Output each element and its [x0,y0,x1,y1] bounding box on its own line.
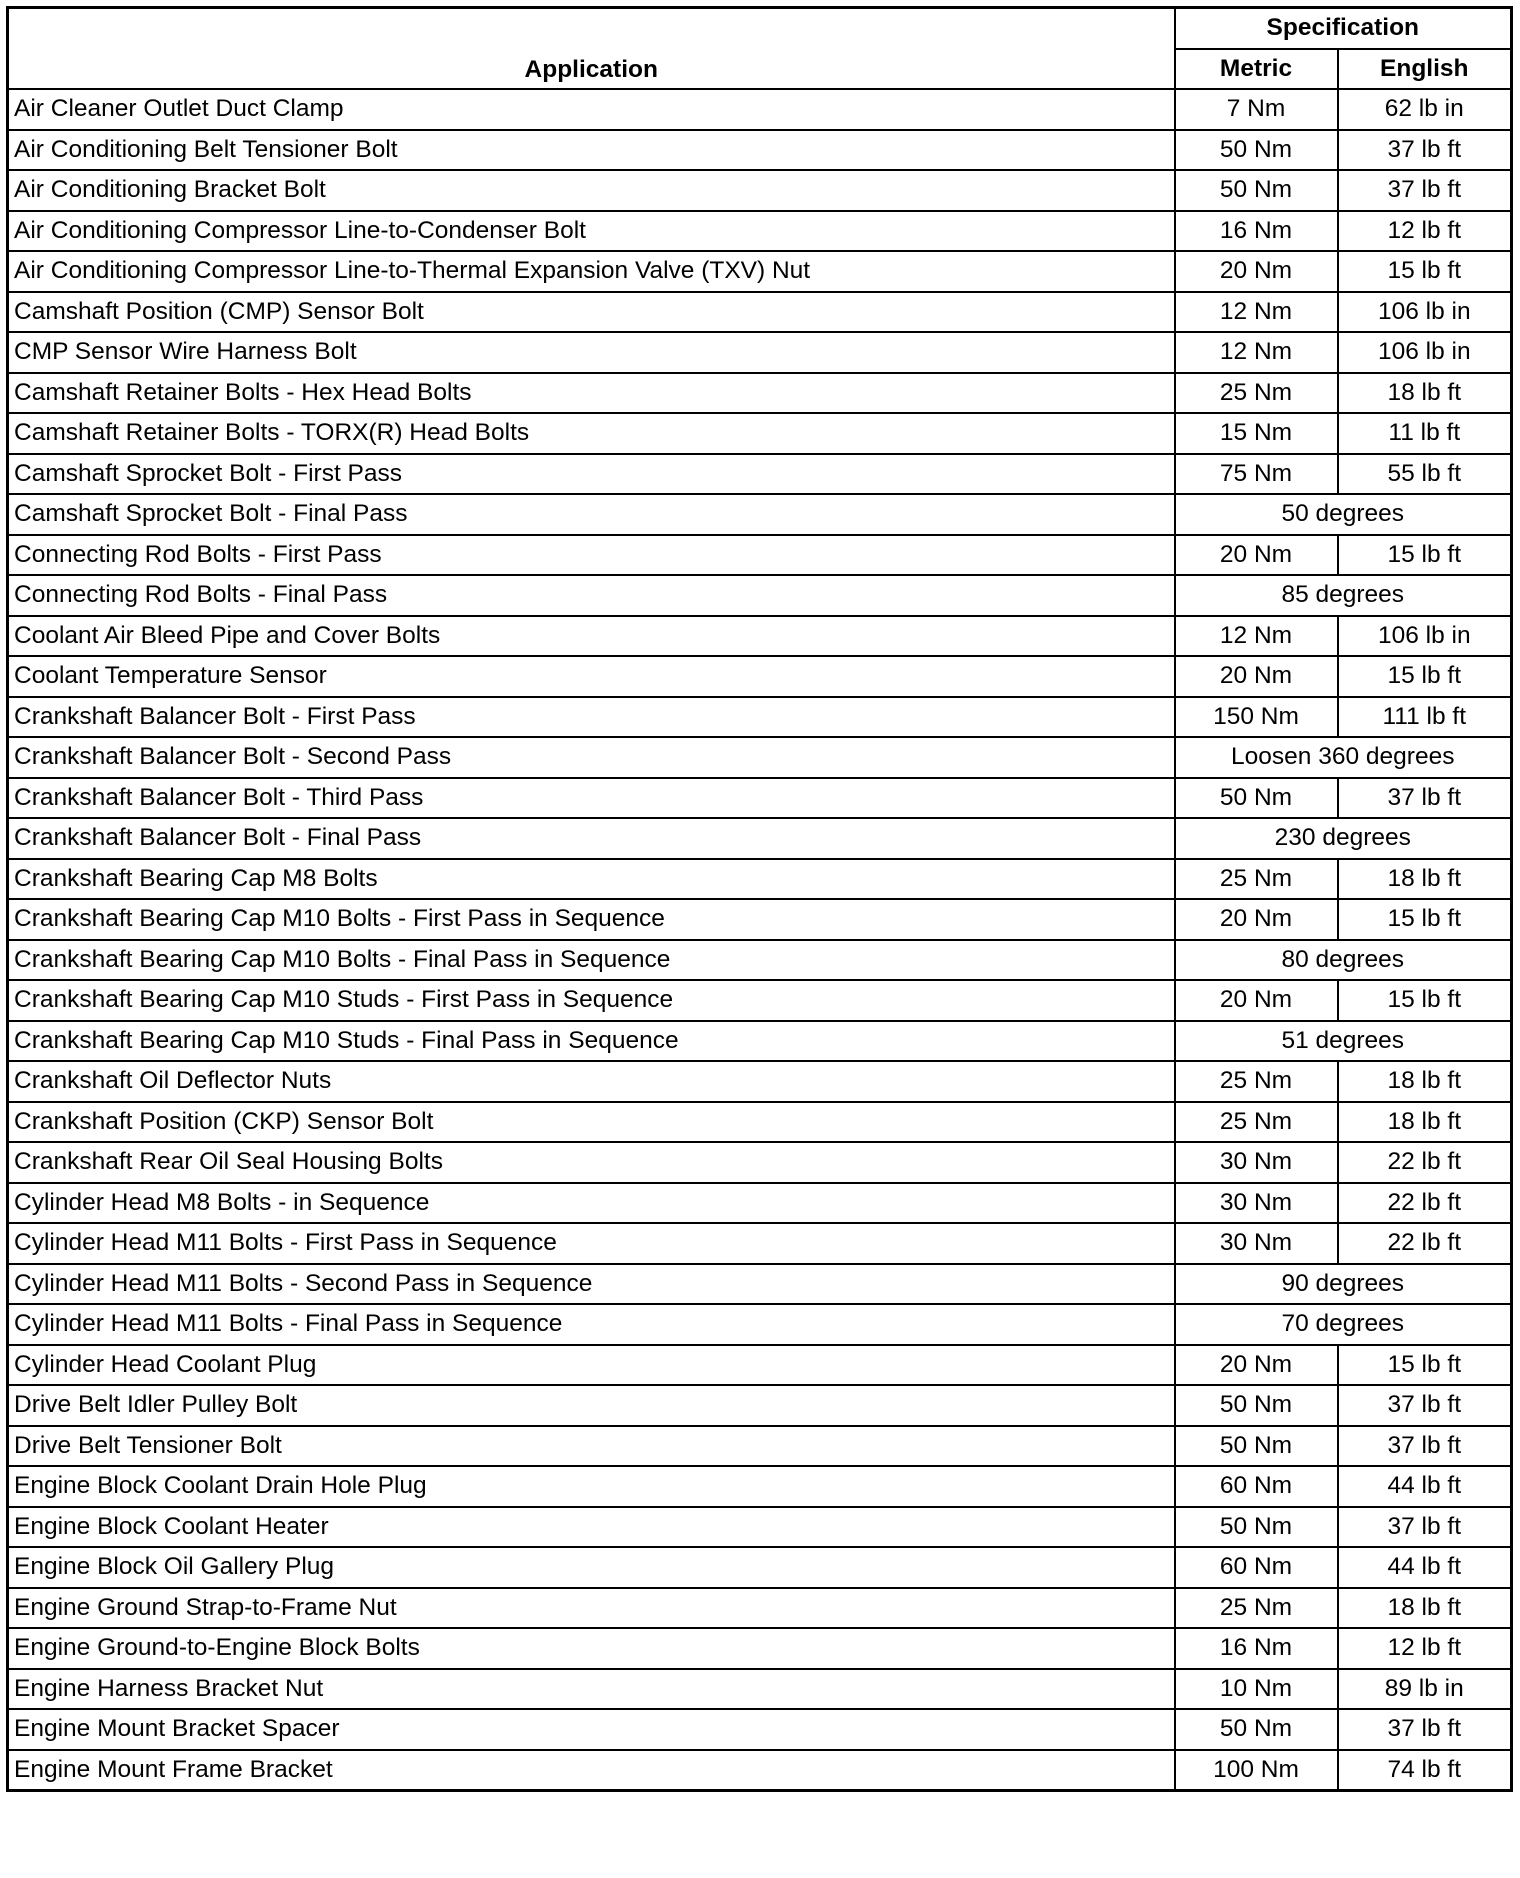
table-row [8,130,1512,171]
application-cell: Crankshaft Balancer Bolt - Final Pass [8,818,1175,859]
metric-cell: 25 Nm [1175,859,1338,900]
english-cell: 18 lb ft [1338,1061,1512,1102]
application-cell: Camshaft Sprocket Bolt - Final Pass [8,494,1175,535]
header-english: English [1338,49,1512,90]
metric-cell: 20 Nm [1175,980,1338,1021]
table-row [8,332,1512,373]
application-cell: Connecting Rod Bolts - First Pass [8,535,1175,576]
application-cell: Crankshaft Bearing Cap M8 Bolts [8,859,1175,900]
metric-cell: 150 Nm [1175,697,1338,738]
english-cell: 74 lb ft [1338,1750,1512,1791]
metric-cell: 50 Nm [1175,130,1338,171]
application-cell: Crankshaft Bearing Cap M10 Studs - Final Pass in Sequence [8,1021,1175,1062]
application-cell: Drive Belt Idler Pulley Bolt [8,1385,1175,1426]
application-cell: Crankshaft Rear Oil Seal Housing Bolts [8,1142,1175,1183]
metric-cell: 20 Nm [1175,656,1338,697]
table-row [8,1264,1512,1305]
english-cell: 37 lb ft [1338,130,1512,171]
english-cell: 22 lb ft [1338,1142,1512,1183]
table-row [8,1102,1512,1143]
english-cell: 62 lb in [1338,89,1512,130]
application-cell: Cylinder Head M8 Bolts - in Sequence [8,1183,1175,1224]
english-cell: 15 lb ft [1338,980,1512,1021]
table-row [8,1466,1512,1507]
metric-cell: 50 Nm [1175,778,1338,819]
specification-combined-cell: 80 degrees [1175,940,1512,981]
application-cell: Drive Belt Tensioner Bolt [8,1426,1175,1467]
application-cell: Engine Ground-to-Engine Block Bolts [8,1628,1175,1669]
table-row [8,535,1512,576]
application-cell: Coolant Temperature Sensor [8,656,1175,697]
english-cell: 111 lb ft [1338,697,1512,738]
table-row [8,292,1512,333]
application-cell: Engine Block Oil Gallery Plug [8,1547,1175,1588]
table-header [8,8,1512,90]
application-cell: Crankshaft Bearing Cap M10 Studs - First Pass in Sequence [8,980,1175,1021]
metric-cell: 50 Nm [1175,1709,1338,1750]
metric-cell: 16 Nm [1175,1628,1338,1669]
table-row [8,1669,1512,1710]
header-specification: Specification [1175,8,1512,49]
table-row [8,454,1512,495]
table-row [8,899,1512,940]
header-application: Application [8,8,1175,90]
metric-cell: 12 Nm [1175,332,1338,373]
english-cell: 44 lb ft [1338,1466,1512,1507]
table-row [8,1750,1512,1791]
application-cell: Air Conditioning Compressor Line-to-Condenser Bolt [8,211,1175,252]
english-cell: 37 lb ft [1338,1507,1512,1548]
application-cell: Crankshaft Oil Deflector Nuts [8,1061,1175,1102]
metric-cell: 30 Nm [1175,1142,1338,1183]
table-row [8,575,1512,616]
application-cell: Air Conditioning Compressor Line-to-Thermal Expansion Valve (TXV) Nut [8,251,1175,292]
application-cell: Crankshaft Bearing Cap M10 Bolts - First Pass in Sequence [8,899,1175,940]
table-row [8,413,1512,454]
specification-combined-cell: 50 degrees [1175,494,1512,535]
specification-combined-cell: 90 degrees [1175,1264,1512,1305]
english-cell: 18 lb ft [1338,1102,1512,1143]
table-row [8,697,1512,738]
metric-cell: 20 Nm [1175,899,1338,940]
application-cell: Crankshaft Balancer Bolt - Third Pass [8,778,1175,819]
english-cell: 18 lb ft [1338,859,1512,900]
application-cell: Camshaft Retainer Bolts - Hex Head Bolts [8,373,1175,414]
application-cell: Crankshaft Balancer Bolt - Second Pass [8,737,1175,778]
table-row [8,616,1512,657]
application-cell: Crankshaft Balancer Bolt - First Pass [8,697,1175,738]
metric-cell: 10 Nm [1175,1669,1338,1710]
table-row [8,1304,1512,1345]
metric-cell: 50 Nm [1175,1426,1338,1467]
table-row [8,1385,1512,1426]
table-row [8,1507,1512,1548]
application-cell: Engine Block Coolant Drain Hole Plug [8,1466,1175,1507]
english-cell: 22 lb ft [1338,1223,1512,1264]
application-cell: Engine Block Coolant Heater [8,1507,1175,1548]
english-cell: 18 lb ft [1338,373,1512,414]
english-cell: 37 lb ft [1338,1426,1512,1467]
application-cell: CMP Sensor Wire Harness Bolt [8,332,1175,373]
table-row [8,859,1512,900]
table-row [8,251,1512,292]
table-row [8,1426,1512,1467]
table-row [8,1345,1512,1386]
metric-cell: 25 Nm [1175,1061,1338,1102]
application-cell: Camshaft Retainer Bolts - TORX(R) Head Bolts [8,413,1175,454]
spec-table-container [6,6,1513,1792]
english-cell: 15 lb ft [1338,656,1512,697]
table-row [8,1588,1512,1629]
table-row [8,1142,1512,1183]
metric-cell: 30 Nm [1175,1183,1338,1224]
metric-cell: 20 Nm [1175,251,1338,292]
application-cell: Coolant Air Bleed Pipe and Cover Bolts [8,616,1175,657]
application-cell: Crankshaft Bearing Cap M10 Bolts - Final Pass in Sequence [8,940,1175,981]
english-cell: 106 lb in [1338,616,1512,657]
metric-cell: 7 Nm [1175,89,1338,130]
english-cell: 106 lb in [1338,332,1512,373]
table-row [8,1547,1512,1588]
table-row [8,211,1512,252]
english-cell: 15 lb ft [1338,535,1512,576]
table-row [8,1709,1512,1750]
table-row [8,89,1512,130]
metric-cell: 12 Nm [1175,292,1338,333]
application-cell: Connecting Rod Bolts - Final Pass [8,575,1175,616]
english-cell: 12 lb ft [1338,1628,1512,1669]
table-row [8,1628,1512,1669]
specification-combined-cell: 51 degrees [1175,1021,1512,1062]
english-cell: 106 lb in [1338,292,1512,333]
metric-cell: 16 Nm [1175,211,1338,252]
english-cell: 37 lb ft [1338,1385,1512,1426]
english-cell: 37 lb ft [1338,778,1512,819]
metric-cell: 60 Nm [1175,1466,1338,1507]
metric-cell: 12 Nm [1175,616,1338,657]
english-cell: 37 lb ft [1338,1709,1512,1750]
table-row [8,980,1512,1021]
specification-combined-cell: 230 degrees [1175,818,1512,859]
metric-cell: 25 Nm [1175,1102,1338,1143]
table-row [8,1183,1512,1224]
application-cell: Cylinder Head M11 Bolts - First Pass in Sequence [8,1223,1175,1264]
table-row [8,940,1512,981]
english-cell: 15 lb ft [1338,899,1512,940]
application-cell: Camshaft Sprocket Bolt - First Pass [8,454,1175,495]
application-cell: Cylinder Head M11 Bolts - Second Pass in Sequence [8,1264,1175,1305]
table-row [8,818,1512,859]
metric-cell: 50 Nm [1175,1385,1338,1426]
metric-cell: 25 Nm [1175,373,1338,414]
english-cell: 44 lb ft [1338,1547,1512,1588]
table-row [8,170,1512,211]
application-cell: Engine Mount Bracket Spacer [8,1709,1175,1750]
application-cell: Air Cleaner Outlet Duct Clamp [8,89,1175,130]
application-cell: Cylinder Head Coolant Plug [8,1345,1175,1386]
metric-cell: 100 Nm [1175,1750,1338,1791]
specification-combined-cell: Loosen 360 degrees [1175,737,1512,778]
application-cell: Air Conditioning Bracket Bolt [8,170,1175,211]
metric-cell: 60 Nm [1175,1547,1338,1588]
metric-cell: 20 Nm [1175,1345,1338,1386]
english-cell: 89 lb in [1338,1669,1512,1710]
torque-spec-table [6,6,1513,1792]
english-cell: 12 lb ft [1338,211,1512,252]
metric-cell: 20 Nm [1175,535,1338,576]
table-row [8,778,1512,819]
metric-cell: 75 Nm [1175,454,1338,495]
table-row [8,1021,1512,1062]
header-metric: Metric [1175,49,1338,90]
english-cell: 15 lb ft [1338,251,1512,292]
application-cell: Engine Harness Bracket Nut [8,1669,1175,1710]
table-row [8,1223,1512,1264]
table-row [8,373,1512,414]
metric-cell: 25 Nm [1175,1588,1338,1629]
table-row [8,494,1512,535]
english-cell: 15 lb ft [1338,1345,1512,1386]
specification-combined-cell: 70 degrees [1175,1304,1512,1345]
application-cell: Crankshaft Position (CKP) Sensor Bolt [8,1102,1175,1143]
table-row [8,737,1512,778]
application-cell: Engine Ground Strap-to-Frame Nut [8,1588,1175,1629]
table-row [8,656,1512,697]
specification-combined-cell: 85 degrees [1175,575,1512,616]
metric-cell: 50 Nm [1175,1507,1338,1548]
english-cell: 22 lb ft [1338,1183,1512,1224]
english-cell: 55 lb ft [1338,454,1512,495]
application-cell: Engine Mount Frame Bracket [8,1750,1175,1791]
metric-cell: 50 Nm [1175,170,1338,211]
header-row-top [8,8,1512,49]
application-cell: Cylinder Head M11 Bolts - Final Pass in Sequence [8,1304,1175,1345]
table-body [8,89,1512,1791]
metric-cell: 15 Nm [1175,413,1338,454]
table-row [8,1061,1512,1102]
application-cell: Air Conditioning Belt Tensioner Bolt [8,130,1175,171]
metric-cell: 30 Nm [1175,1223,1338,1264]
english-cell: 37 lb ft [1338,170,1512,211]
english-cell: 18 lb ft [1338,1588,1512,1629]
application-cell: Camshaft Position (CMP) Sensor Bolt [8,292,1175,333]
english-cell: 11 lb ft [1338,413,1512,454]
